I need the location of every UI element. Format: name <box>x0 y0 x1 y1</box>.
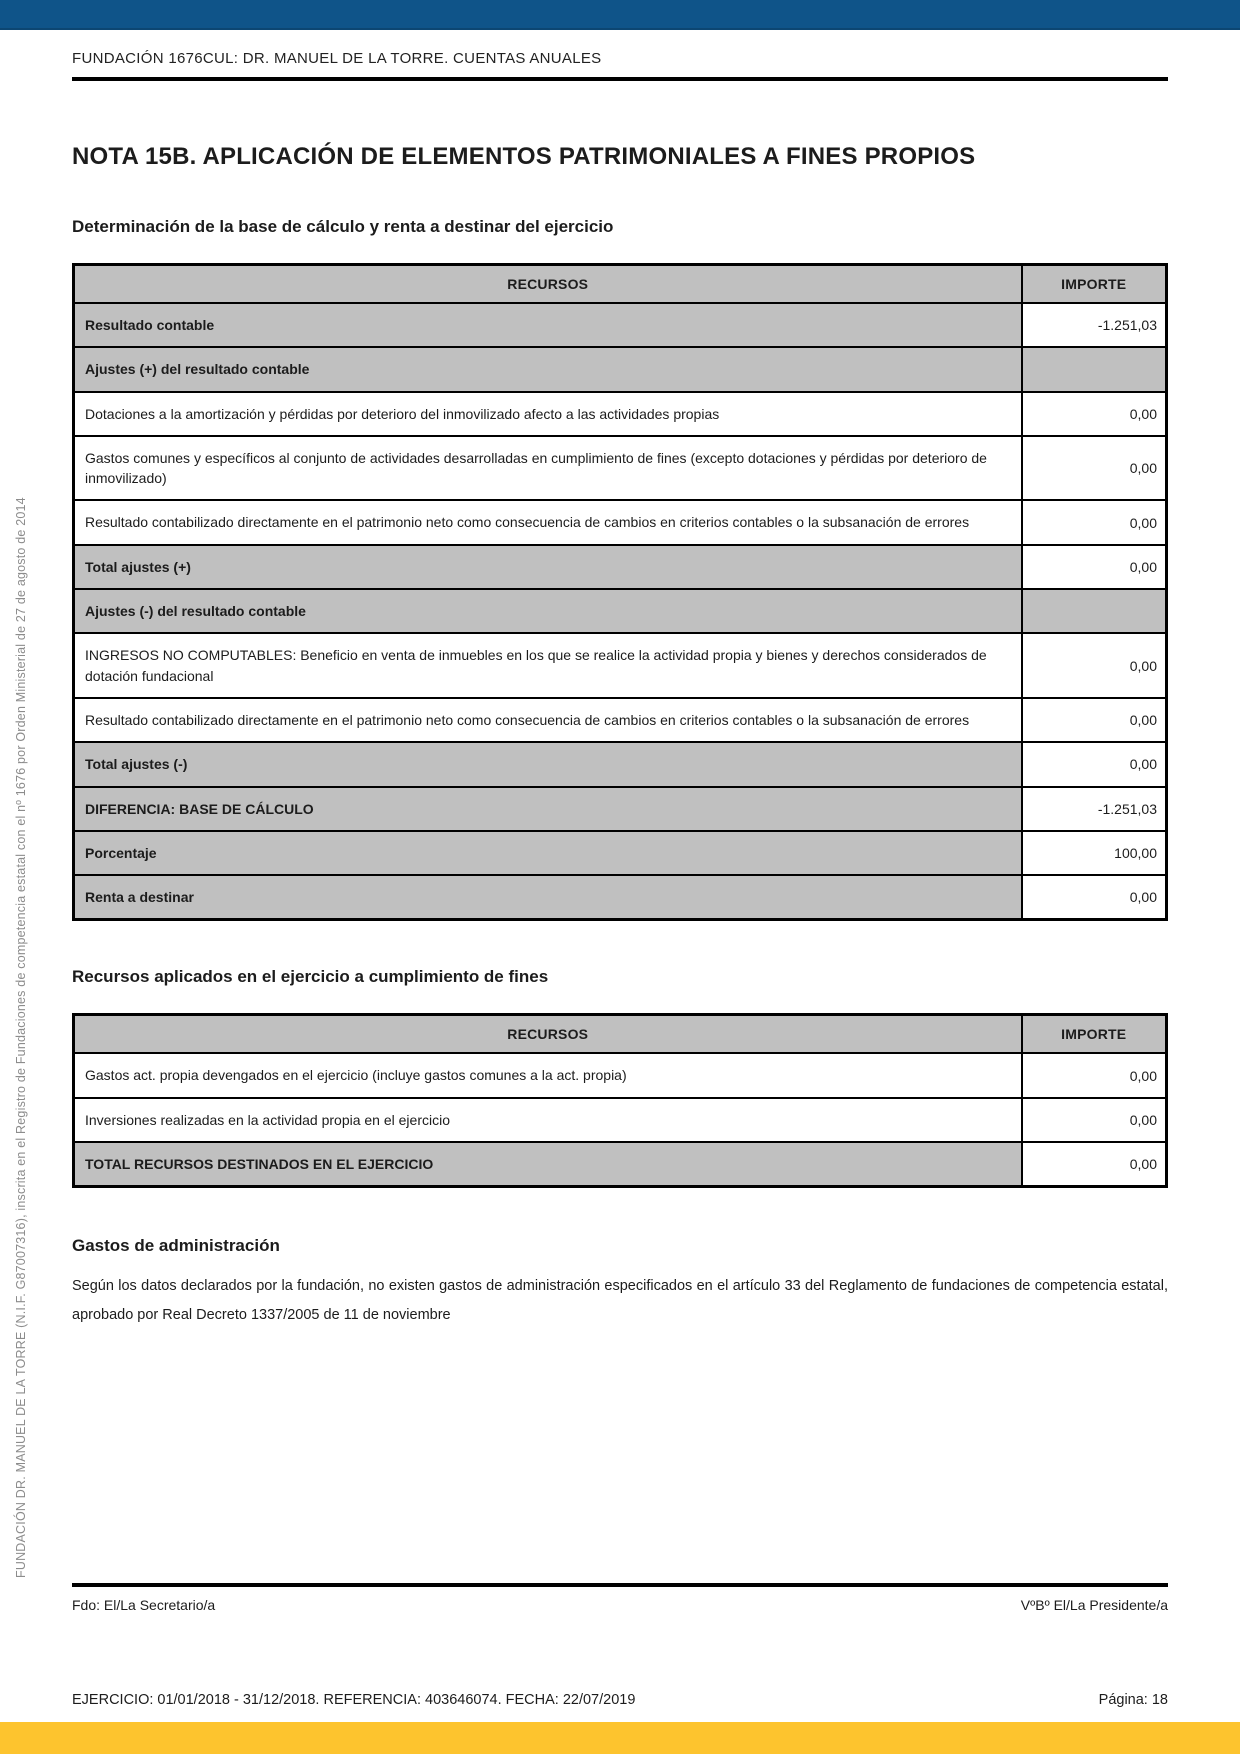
row-value: -1.251,03 <box>1022 787 1167 831</box>
note-title: NOTA 15B. APLICACIÓN DE ELEMENTOS PATRIMONIALES A FINES PROPIOS <box>72 143 976 170</box>
row-value: 0,00 <box>1022 875 1167 920</box>
table-row <box>74 347 1167 391</box>
side-registration-note: FUNDACIÓN DR. MANUEL DE LA TORRE (N.I.F. G87007316), inscrita en el Registro de Fundaciones de competencia estatal con el nº 1676 por Orden Ministerial de 27 de agosto de 2014 <box>14 497 28 1578</box>
row-value: 0,00 <box>1022 1098 1167 1142</box>
row-label: Ajustes (+) del resultado contable <box>74 347 1022 391</box>
row-label: INGRESOS NO COMPUTABLES: Beneficio en venta de inmuebles en los que se realice la actividad propia y bienes y derechos considerados de dotación fundacional <box>74 633 1022 698</box>
signature-rule <box>72 1583 1168 1587</box>
bottom-accent-bar <box>0 1722 1240 1754</box>
recursos-aplicados-table <box>72 1013 1168 1188</box>
page-footer <box>72 1692 1168 1708</box>
row-value: -1.251,03 <box>1022 303 1167 347</box>
row-value: 0,00 <box>1022 742 1167 786</box>
table-row <box>74 303 1167 347</box>
section-heading-recursos-aplicados: Recursos aplicados en el ejercicio a cumplimiento de fines <box>72 967 549 987</box>
row-value: 0,00 <box>1022 392 1167 436</box>
row-label: Gastos act. propia devengados en el ejercicio (incluye gastos comunes a la act. propia) <box>74 1053 1022 1097</box>
row-label: Resultado contabilizado directamente en el patrimonio neto como consecuencia de cambios en criterios contables o la subsanación de errores <box>74 500 1022 544</box>
row-label: Gastos comunes y específicos al conjunto de actividades desarrolladas en cumplimiento de fines (excepto dotaciones y pérdidas por deterioro de inmovilizado) <box>74 436 1022 501</box>
row-label: Porcentaje <box>74 831 1022 875</box>
row-label: DIFERENCIA: BASE DE CÁLCULO <box>74 787 1022 831</box>
page-content <box>72 0 1168 1330</box>
row-value: 0,00 <box>1022 633 1167 698</box>
row-label: Total ajustes (+) <box>74 545 1022 589</box>
table-header-row <box>74 1015 1167 1054</box>
row-value <box>1022 347 1167 391</box>
row-label: Total ajustes (-) <box>74 742 1022 786</box>
table-row <box>74 831 1167 875</box>
row-value: 0,00 <box>1022 545 1167 589</box>
section-heading-gastos-admin: Gastos de administración <box>72 1236 280 1256</box>
base-calculo-table <box>72 263 1168 921</box>
row-value <box>1022 589 1167 633</box>
table-row <box>74 1142 1167 1187</box>
row-label: Resultado contabilizado directamente en el patrimonio neto como consecuencia de cambios en criterios contables o la subsanación de errores <box>74 698 1022 742</box>
table-row <box>74 1053 1167 1097</box>
table-row <box>74 392 1167 436</box>
table-row <box>74 500 1167 544</box>
column-header-recursos: RECURSOS <box>74 265 1022 304</box>
column-header-importe: IMPORTE <box>1022 1015 1167 1054</box>
table-header-row <box>74 265 1167 304</box>
row-value: 0,00 <box>1022 436 1167 501</box>
row-label: Ajustes (-) del resultado contable <box>74 589 1022 633</box>
signature-secretario: Fdo: El/La Secretario/a <box>72 1597 216 1613</box>
header-rule <box>72 77 1168 81</box>
table-row <box>74 742 1167 786</box>
row-label: Inversiones realizadas en la actividad propia en el ejercicio <box>74 1098 1022 1142</box>
document-header: FUNDACIÓN 1676CUL: DR. MANUEL DE LA TORRE. CUENTAS ANUALES <box>72 50 602 67</box>
row-value: 100,00 <box>1022 831 1167 875</box>
table-row <box>74 787 1167 831</box>
row-label: Resultado contable <box>74 303 1022 347</box>
table-row <box>74 1098 1167 1142</box>
table-row <box>74 875 1167 920</box>
row-value: 0,00 <box>1022 500 1167 544</box>
row-value: 0,00 <box>1022 1142 1167 1187</box>
row-value: 0,00 <box>1022 698 1167 742</box>
row-value: 0,00 <box>1022 1053 1167 1097</box>
table-row <box>74 633 1167 698</box>
gastos-admin-paragraph: Según los datos declarados por la fundación, no existen gastos de administración especificados en el artículo 33 del Reglamento de fundaciones de competencia estatal, aprobado por Real Decreto 1337/2005 de 11 de noviembre <box>72 1278 1168 1324</box>
footer-reference: EJERCICIO: 01/01/2018 - 31/12/2018. REFERENCIA: 403646074. FECHA: 22/07/2019 <box>72 1692 636 1708</box>
table-row <box>74 436 1167 501</box>
column-header-recursos: RECURSOS <box>74 1015 1022 1054</box>
page-number: Página: 18 <box>1098 1692 1168 1708</box>
table-row <box>74 545 1167 589</box>
column-header-importe: IMPORTE <box>1022 265 1167 304</box>
row-label: Dotaciones a la amortización y pérdidas por deterioro del inmovilizado afecto a las actividades propias <box>74 392 1022 436</box>
section-heading-base-calculo: Determinación de la base de cálculo y renta a destinar del ejercicio <box>72 217 614 236</box>
row-label: Renta a destinar <box>74 875 1022 920</box>
table-row <box>74 698 1167 742</box>
signature-presidente: VºBº El/La Presidente/a <box>1020 1597 1168 1613</box>
signature-block <box>72 1583 1168 1613</box>
row-label: TOTAL RECURSOS DESTINADOS EN EL EJERCICIO <box>74 1142 1022 1187</box>
table-row <box>74 589 1167 633</box>
